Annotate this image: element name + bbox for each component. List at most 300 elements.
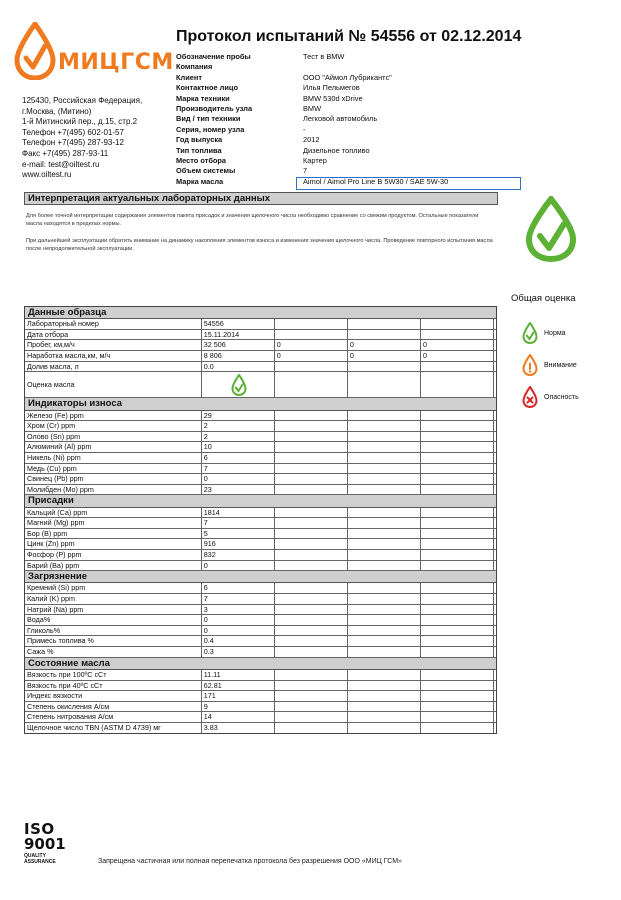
table-row (25, 330, 496, 341)
info-label: Вид / тип техники (176, 114, 241, 124)
cell-value (494, 691, 496, 701)
row-label: Индекс вязкости (25, 691, 202, 701)
cell-value (494, 453, 496, 463)
cell-value (494, 712, 496, 722)
website-line: www.oiltest.ru (22, 170, 72, 180)
cell-value (421, 712, 494, 722)
green-drop-check-icon (231, 374, 247, 396)
cell-value (348, 421, 421, 431)
cell-value: 0 (421, 351, 494, 361)
cell-value (348, 330, 421, 340)
table-row (25, 453, 496, 464)
row-label: Степень окисления A/cм (25, 702, 202, 712)
cell-value: 0 (348, 351, 421, 361)
cell-value (348, 681, 421, 691)
cell-value (421, 723, 494, 734)
row-label: Щелочное число TBN (ASTM D 4739) мг (25, 723, 202, 734)
info-value: 2012 (303, 135, 320, 145)
cell-value: 15.11.2014 (202, 330, 275, 340)
table-row (25, 636, 496, 647)
cell-value (494, 474, 496, 484)
iso-9001-badge (24, 822, 64, 878)
cell-value (494, 550, 496, 560)
row-label: Хром (Cr) ppm (25, 421, 202, 431)
cell-value (421, 411, 494, 421)
cell-value (275, 319, 348, 329)
cell-value (494, 485, 496, 495)
cell-value (494, 442, 496, 452)
cell-value (275, 485, 348, 495)
cell-value (494, 319, 496, 329)
table-row (25, 362, 496, 373)
cell-value: 3 (202, 605, 275, 615)
row-label: Оценка масла (25, 372, 202, 397)
cell-value: 7 (202, 594, 275, 604)
section-header: Индикаторы износа (25, 398, 496, 410)
row-label: Вязкость при 40ºC cCт (25, 681, 202, 691)
cell-value: 5 (202, 529, 275, 539)
cell-value (421, 647, 494, 657)
row-label: Вода% (25, 615, 202, 625)
cell-value (421, 319, 494, 329)
info-value: Тест в BMW (303, 52, 345, 61)
row-label: Медь (Cu) ppm (25, 464, 202, 474)
cell-value (275, 670, 348, 680)
row-label: Фосфор (P) ppm (25, 550, 202, 560)
cell-value (348, 453, 421, 463)
info-value: BMW (303, 103, 322, 113)
info-row (176, 125, 506, 135)
company-address (22, 96, 172, 181)
iso-assurance: ASSURANCE (24, 859, 56, 865)
cell-value: 0 (202, 615, 275, 625)
section-header: Присадки (25, 495, 496, 507)
info-value: 7 (303, 166, 308, 176)
table-row (25, 432, 496, 443)
info-label: Клиент (176, 72, 202, 82)
row-label: Молибден (Mo) ppm (25, 485, 202, 495)
cell-value: 8 806 (202, 351, 275, 361)
cell-value (421, 539, 494, 549)
info-row (176, 52, 506, 62)
section-header: Данные образца (25, 307, 496, 319)
cell-value (275, 626, 348, 636)
legend-label: Внимание (544, 361, 577, 369)
cell-value (421, 615, 494, 625)
cell-value (494, 626, 496, 636)
cell-value (348, 626, 421, 636)
cell-value (494, 421, 496, 431)
info-value: - (303, 124, 306, 134)
table-row (25, 647, 496, 658)
cell-value: 171 (202, 691, 275, 701)
cell-value (275, 636, 348, 646)
cell-value (348, 362, 421, 372)
cell-value (348, 723, 421, 734)
cell-value (275, 712, 348, 722)
info-label: Компания (176, 62, 213, 72)
info-label: Тип топлива (176, 145, 222, 155)
cell-value (421, 372, 494, 397)
overall-status-drop-icon (524, 196, 578, 262)
row-label: Натрий (Na) ppm (25, 605, 202, 615)
cell-value: 6 (202, 583, 275, 593)
cell-value (275, 615, 348, 625)
table-row (25, 539, 496, 550)
info-row (176, 104, 506, 114)
cell-value (348, 647, 421, 657)
row-label: Степень нитрования A/cм (25, 712, 202, 722)
cell-value: 3.83 (202, 723, 275, 734)
info-row (176, 73, 506, 83)
cell-value (348, 691, 421, 701)
cell-value (275, 432, 348, 442)
table-row (25, 421, 496, 432)
info-row (176, 146, 506, 156)
cell-value (348, 319, 421, 329)
cell-value (494, 529, 496, 539)
info-label: Марка масла (176, 176, 224, 186)
row-label: Кальций (Ca) ppm (25, 508, 202, 518)
cell-value (421, 681, 494, 691)
cell-value (275, 518, 348, 528)
cell-value (494, 539, 496, 549)
cell-value (494, 681, 496, 691)
cell-value (275, 550, 348, 560)
cell-value (421, 485, 494, 495)
cell-value: 0.4 (202, 636, 275, 646)
address-line: 125430, Российская Федерация, (22, 96, 143, 105)
table-row (25, 561, 496, 572)
cell-value (348, 372, 421, 397)
info-label: Марка техники (176, 93, 230, 103)
company-logo (14, 22, 174, 82)
cell-value: 0.3 (202, 647, 275, 657)
cell-value: 2 (202, 421, 275, 431)
cell-value (275, 681, 348, 691)
table-row (25, 508, 496, 519)
cell-value (348, 712, 421, 722)
info-label: Серия, номер узла (176, 124, 245, 134)
cell-value (275, 372, 348, 397)
cell-value (275, 561, 348, 571)
cell-value (494, 605, 496, 615)
row-label: Лабораторный номер (25, 319, 202, 329)
cell-value (421, 702, 494, 712)
logo-drop-icon (14, 22, 56, 80)
cell-value (494, 594, 496, 604)
cell-value: 10 (202, 442, 275, 452)
table-row (25, 691, 496, 702)
cell-value (275, 529, 348, 539)
cell-value (348, 518, 421, 528)
phone-line: Телефон +7(495) 602-01-57 (22, 127, 124, 137)
cell-value: 32 506 (202, 340, 275, 350)
cell-value (494, 702, 496, 712)
cell-value (494, 340, 496, 350)
cell-value (494, 464, 496, 474)
cell-value (421, 508, 494, 518)
row-label: Олово (Sn) ppm (25, 432, 202, 442)
cell-value (275, 539, 348, 549)
cell-value (348, 636, 421, 646)
row-label: Калий (K) ppm (25, 594, 202, 604)
cell-value (275, 442, 348, 452)
table-row (25, 442, 496, 453)
results-table (24, 306, 497, 734)
cell-value: 29 (202, 411, 275, 421)
row-label: Вязкость при 100ºC cCт (25, 670, 202, 680)
email-line: e-mail: test@oiltest.ru (22, 159, 100, 169)
cell-value (348, 605, 421, 615)
row-label: Долив масла, л (25, 362, 202, 372)
cell-value (275, 474, 348, 484)
row-label: Гликоль% (25, 626, 202, 636)
info-value: ООО "Аймол Лубрикантс" (303, 72, 392, 82)
info-row (176, 135, 506, 145)
cell-value (421, 583, 494, 593)
cell-value (348, 583, 421, 593)
info-label: Объем системы (176, 166, 236, 176)
cell-value (348, 529, 421, 539)
cell-value (421, 453, 494, 463)
cell-value: 14 (202, 712, 275, 722)
cell-value (275, 464, 348, 474)
legend-title: Общая оценка (511, 293, 576, 304)
info-row (176, 62, 506, 72)
legend-item-danger (522, 386, 579, 408)
info-label: Место отбора (176, 155, 227, 165)
cell-value (421, 330, 494, 340)
cell-value (421, 474, 494, 484)
cell-value (275, 605, 348, 615)
iso-quality: QUALITY (24, 853, 46, 859)
cell-value (348, 508, 421, 518)
phone-line: Телефон +7(495) 287-93-12 (22, 138, 124, 148)
cell-value: 2 (202, 432, 275, 442)
cell-value (494, 615, 496, 625)
table-row (25, 723, 496, 734)
cell-value: 6 (202, 453, 275, 463)
cell-value (275, 330, 348, 340)
info-row (176, 114, 506, 124)
row-label: Сажа % (25, 647, 202, 657)
cell-value (421, 464, 494, 474)
cell-value (421, 518, 494, 528)
table-row (25, 529, 496, 540)
cell-value (421, 691, 494, 701)
sample-info (176, 52, 506, 187)
row-label: Барий (Ba) ppm (25, 561, 202, 571)
table-row (25, 340, 496, 351)
cell-value: 0 (202, 561, 275, 571)
table-row (25, 626, 496, 637)
section-header: Загрязнение (25, 571, 496, 583)
row-label: Дата отбора (25, 330, 202, 340)
cell-value (421, 561, 494, 571)
green-drop-check-icon (522, 322, 538, 344)
table-row (25, 702, 496, 713)
cell-value (348, 561, 421, 571)
row-label: Алюминий (Al) ppm (25, 442, 202, 452)
cell-value (275, 702, 348, 712)
cell-value (348, 474, 421, 484)
cell-value (421, 636, 494, 646)
table-row-oil-assessment (25, 372, 496, 398)
cell-value (421, 362, 494, 372)
table-row (25, 594, 496, 605)
info-row (176, 166, 506, 176)
legend-item-ok (522, 322, 566, 344)
row-label: Бор (B) ppm (25, 529, 202, 539)
cell-value (275, 594, 348, 604)
cell-value (348, 594, 421, 604)
report-title: Протокол испытаний № 54556 от 02.12.2014 (176, 28, 522, 45)
info-value: Илья Пельмегов (303, 83, 360, 93)
info-row (176, 94, 506, 104)
info-value: Дизельное топливо (303, 145, 370, 155)
row-label: Никель (Ni) ppm (25, 453, 202, 463)
cell-value (348, 485, 421, 495)
cell-value (275, 583, 348, 593)
cell-value (275, 421, 348, 431)
cell-value (494, 372, 496, 397)
fax-line: Факс +7(495) 287-93-11 (22, 148, 109, 158)
row-label: Кремний (Si) ppm (25, 583, 202, 593)
table-row (25, 681, 496, 692)
cell-value: 1814 (202, 508, 275, 518)
cell-value (275, 453, 348, 463)
cell-value: 832 (202, 550, 275, 560)
cell-value (421, 670, 494, 680)
cell-value (275, 508, 348, 518)
orange-drop-exclaim-icon (522, 354, 538, 376)
table-row (25, 474, 496, 485)
cell-value: 0.0 (202, 362, 275, 372)
legend-label: Норма (544, 329, 566, 337)
cell-value (421, 626, 494, 636)
table-row (25, 464, 496, 475)
table-row (25, 411, 496, 422)
cell-value: 0 (421, 340, 494, 350)
address-line: г.Москва, (Митино) (22, 106, 92, 116)
cell-value (275, 362, 348, 372)
cell-value (494, 330, 496, 340)
cell-value (348, 411, 421, 421)
cell-value: 62.81 (202, 681, 275, 691)
section-header: Состояние масла (25, 658, 496, 670)
table-row (25, 605, 496, 616)
table-row (25, 518, 496, 529)
cell-value (421, 550, 494, 560)
cell-value (494, 411, 496, 421)
cell-value (348, 702, 421, 712)
cell-value (494, 432, 496, 442)
cell-value (348, 432, 421, 442)
cell-value (275, 691, 348, 701)
cell-value (348, 539, 421, 549)
cell-value (421, 594, 494, 604)
cell-value (494, 636, 496, 646)
cell-value: 9 (202, 702, 275, 712)
cell-value (348, 442, 421, 452)
legend-item-warning (522, 354, 577, 376)
row-label: Пробег, км,м/ч (25, 340, 202, 350)
row-label: Примесь топлива % (25, 636, 202, 646)
table-row (25, 615, 496, 626)
iso-number: 9001 (24, 835, 66, 853)
cell-value (275, 647, 348, 657)
table-row (25, 712, 496, 723)
cell-value (348, 615, 421, 625)
cell-value (348, 464, 421, 474)
info-label: Контактное лицо (176, 83, 238, 93)
red-drop-cross-icon (522, 386, 538, 408)
cell-value (421, 442, 494, 452)
cell-value: 54556 (202, 319, 275, 329)
row-label: Цинк (Zn) ppm (25, 539, 202, 549)
cell-value: 0 (202, 626, 275, 636)
info-value (303, 62, 506, 72)
cell-value: 7 (202, 464, 275, 474)
table-row (25, 485, 496, 496)
cell-value (275, 723, 348, 734)
row-label: Свинец (Pb) ppm (25, 474, 202, 484)
cell-value: 0 (202, 474, 275, 484)
interpretation-paragraph: При дальнейшей эксплуатации обратить внимание на динамику накопления элементов износа и изменения значения щелочного числа. Проведение повторного испытания масла после непродолжительной эксплуатации. (26, 238, 493, 252)
info-value: Легковой автомобиль (303, 114, 378, 124)
row-label: Магний (Mg) ppm (25, 518, 202, 528)
info-label: Год выпуска (176, 135, 223, 145)
table-row (25, 351, 496, 362)
cell-value (494, 518, 496, 528)
cell-value (421, 529, 494, 539)
cell-value: 23 (202, 485, 275, 495)
info-row (176, 156, 506, 166)
cell-value (494, 561, 496, 571)
cell-value (348, 670, 421, 680)
cell-value (348, 550, 421, 560)
info-value: Картер (303, 155, 327, 165)
cell-value (494, 583, 496, 593)
cell-value (202, 372, 275, 397)
info-label: Обозначение пробы (176, 52, 251, 61)
info-row (176, 83, 506, 93)
cell-value: 916 (202, 539, 275, 549)
cell-value: 11.11 (202, 670, 275, 680)
info-label: Производитель узла (176, 103, 253, 113)
iso-text: ISO (24, 820, 55, 838)
cell-value: 0 (348, 340, 421, 350)
info-value: BMW 530d xDrive (303, 93, 363, 103)
row-label: Железо (Fe) ppm (25, 411, 202, 421)
cell-value: 7 (202, 518, 275, 528)
interpretation-heading: Интерпретация актуальных лабораторных данных (24, 192, 498, 205)
logo-text: МИЦГСМ (58, 50, 174, 75)
table-row (25, 670, 496, 681)
cell-value (494, 362, 496, 372)
table-row (25, 583, 496, 594)
cell-value (494, 723, 496, 734)
cell-value: 0 (275, 340, 348, 350)
cell-value (421, 421, 494, 431)
interpretation-paragraph: Для более точной интерпретации содержания элементов пакета присадок и значения щелочного числа необходимо сравнение со свежим продуктом. Остальные показатели масла находятся в пределах нормы. (26, 213, 479, 227)
table-row (25, 319, 496, 330)
cell-value (421, 605, 494, 615)
oil-brand-highlight (296, 177, 521, 190)
cell-value: 0 (275, 351, 348, 361)
cell-value (275, 411, 348, 421)
